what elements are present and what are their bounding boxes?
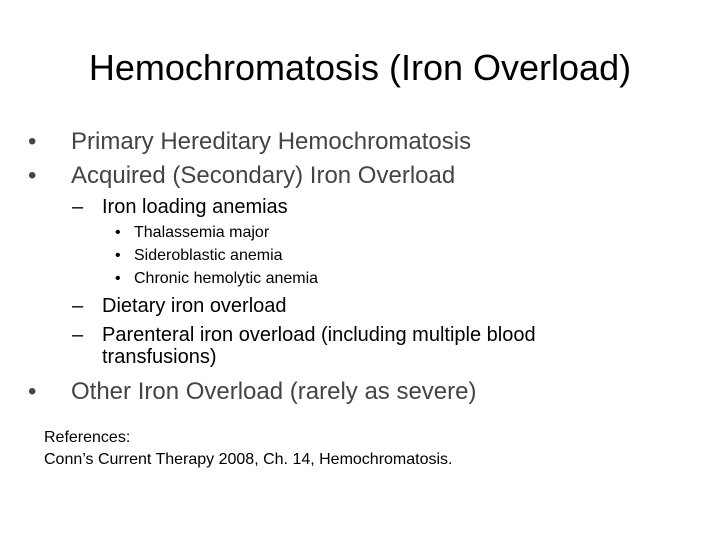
subsubbullet-sideroblastic-anemia xyxy=(115,245,515,267)
subsubbullet-text: Chronic hemolytic anemia xyxy=(134,270,319,287)
subsubbullet-text: Sideroblastic anemia xyxy=(134,247,283,264)
dash-glyph: – xyxy=(72,196,84,218)
subsubbullet-text: Thalassemia major xyxy=(134,224,270,241)
bullet-glyph: • xyxy=(115,247,121,264)
bullet-text: Acquired (Secondary) Iron Overload xyxy=(71,162,456,189)
subbullet-dietary-iron-overload xyxy=(72,295,572,318)
bullet-glyph: • xyxy=(28,162,37,189)
bullet-text: Other Iron Overload (rarely as severe) xyxy=(71,378,477,405)
bullet-glyph: • xyxy=(28,128,37,155)
references-label: References: xyxy=(44,429,131,446)
subbullet-iron-loading-anemias xyxy=(72,196,572,219)
subbullet-text-line-2: transfusions) xyxy=(102,346,217,368)
subbullet-text: Dietary iron overload xyxy=(102,295,287,317)
dash-glyph: – xyxy=(72,295,84,317)
dash-glyph: – xyxy=(72,324,84,346)
reference-citation: Conn’s Current Therapy 2008, Ch. 14, Hemochromatosis. xyxy=(44,451,453,468)
references-block xyxy=(44,427,453,471)
bullet-text: Primary Hereditary Hemochromatosis xyxy=(71,128,472,155)
bullet-glyph: • xyxy=(28,378,37,405)
bullet-glyph: • xyxy=(115,224,121,241)
bullet-glyph: • xyxy=(115,270,121,287)
bullet-other-iron-overload xyxy=(28,377,628,407)
subbullet-text: Iron loading anemias xyxy=(102,196,288,218)
bullet-acquired-secondary xyxy=(28,161,628,191)
subbullet-text-line-1: Parenteral iron overload (including multiple blood xyxy=(102,324,536,346)
slide-title: Hemochromatosis (Iron Overload) xyxy=(88,47,632,88)
subsubbullet-thalassemia-major xyxy=(115,222,515,244)
bullet-primary-hereditary xyxy=(28,127,628,157)
subbullet-parenteral-iron-overload xyxy=(72,324,672,370)
subsubbullet-chronic-hemolytic-anemia xyxy=(115,268,515,290)
